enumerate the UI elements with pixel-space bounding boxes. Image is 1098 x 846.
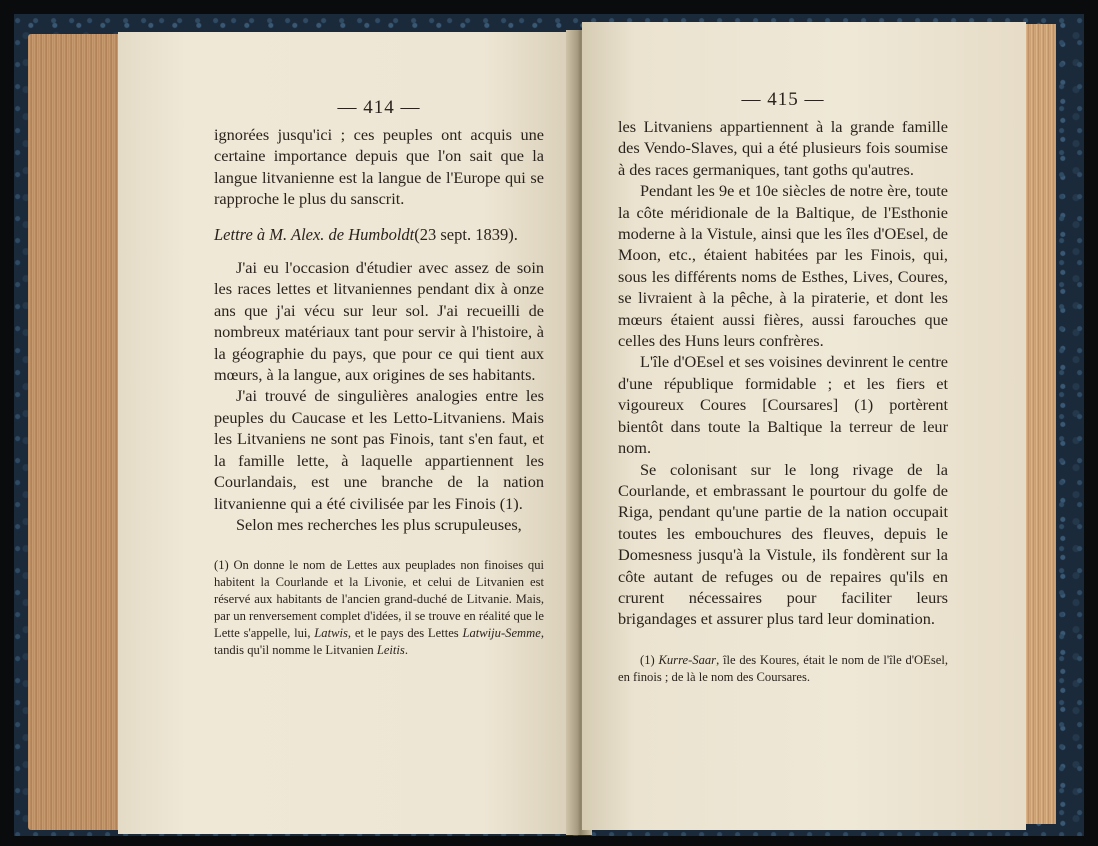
page-edges-left: [28, 34, 120, 830]
left-footnote-term-3: Leitis: [376, 642, 405, 657]
right-paragraph-3: Se colonisant sur le long rivage de la Courlande, et embrassant le pourtour du golfe de Riga, pendant qu'une partie de la nation occupait toutes les embouchures des fleuves, depuis le Domesness jusqu'à la Vistule, ils fondèrent sur la côte autant de refuges ou de repaires qu'ils en crurent nécessaires pour faciliter leurs brigandages et assurer plus tard leur domination.: [618, 459, 948, 629]
left-paragraph-2: J'ai trouvé de singulières analogies entre les peuples du Caucase et les Letto-Litvaniens. Mais les Litvaniens ne sont pas Finois, tant s'en faut, et la famille lette, à laquelle appartiennent les Courlandais, est une branche de la nation litvanienne qui a été civilisée par les Finois (1).: [214, 386, 544, 513]
right-footnote: [618, 652, 948, 686]
right-paragraph-1: Pendant les 9e et 10e siècles de notre ère, toute la côte méridionale de la Baltique, de l'Esthonie moderne à la Vistule, ainsi que les îles d'OEsel, de Moon, etc., étaient habitées par les Finois, qui, sous les différents noms de Esthes, Lives, Coures, se livraient à la pêche, à la piraterie, et dont les mœurs étaient aussi fières, aussi farouches que celles des Huns leurs confrères.: [618, 181, 948, 351]
left-footnote-text-2: , et le pays des Lettes: [347, 625, 459, 640]
page-number-left: — 414 —: [337, 97, 421, 118]
left-footnote: [214, 557, 544, 658]
right-footnote-marker: (1): [640, 652, 655, 667]
left-footnote-text-4: .: [404, 642, 408, 657]
letter-heading: [214, 224, 544, 245]
left-text-block: [214, 96, 544, 659]
right-page: [582, 22, 1026, 830]
left-footnote-text-3: , tandis qu'il nomme le Litvanien: [214, 625, 544, 657]
left-intro-paragraph: ignorées jusqu'ici ; ces peuples ont acquis une certaine importance depuis que l'on sait que la langue litvanienne est la langue de l'Europe qui se rapproche le plus du sanscrit.: [214, 125, 544, 209]
left-page: [118, 32, 574, 834]
right-text-block: [618, 88, 948, 686]
left-footnote-text-1: (1) On donne le nom de Lettes aux peuplades non finoises qui habitent la Courlande et la Livonie, et celui de Litvanien est réservé aux habitants de l'ancien grand-duché de Litvanie. Mais, par un renversement complet d'idées, il se trouve en réalité que le Lette s'appelle, lui,: [214, 558, 544, 640]
right-intro-paragraph: les Litvaniens appartiennent à la grande famille des Vendo-Slaves, qui a été plusieurs fois soumise à des races germaniques, tant goths qu'autres.: [618, 117, 948, 179]
left-footnote-term-1: Latwis: [314, 625, 348, 640]
right-paragraph-2: L'île d'OEsel et ses voisines devinrent le centre d'une république formidable ; et les fiers et vigoureux Coures [Coursares] (1) portèrent bientôt dans toute la Baltique la terreur de leur nom.: [618, 352, 948, 458]
left-paragraph-3: Selon mes recherches les plus scrupuleuses,: [236, 514, 522, 534]
footnote-gap-right: [618, 630, 948, 652]
left-footnote-term-2: Latwiju-Semme: [462, 625, 541, 640]
right-footnote-term: Kurre-Saar: [658, 652, 717, 667]
page-number-right: — 415 —: [741, 89, 825, 110]
footnote-gap: [214, 535, 544, 557]
right-footnote-text: , île des Koures, était le nom de l'île d'OEsel, en finois ; de là le nom des Coursares.: [618, 652, 948, 684]
letter-heading-date: (23 sept. 1839).: [414, 224, 518, 244]
left-paragraph-1: J'ai eu l'occasion d'étudier avec assez de soin les races lettes et litvaniennes pendant dix à onze ans que j'ai vécu sur leur sol. J'ai recueilli de nombreux matériaux tant pour servir à l'histoire, à la géographie du pays, que pour ce qui tient aux mœurs, à la langue, aux origines de ses habitants.: [214, 258, 544, 385]
letter-heading-title: Lettre à M. Alex. de Humboldt: [214, 224, 415, 244]
